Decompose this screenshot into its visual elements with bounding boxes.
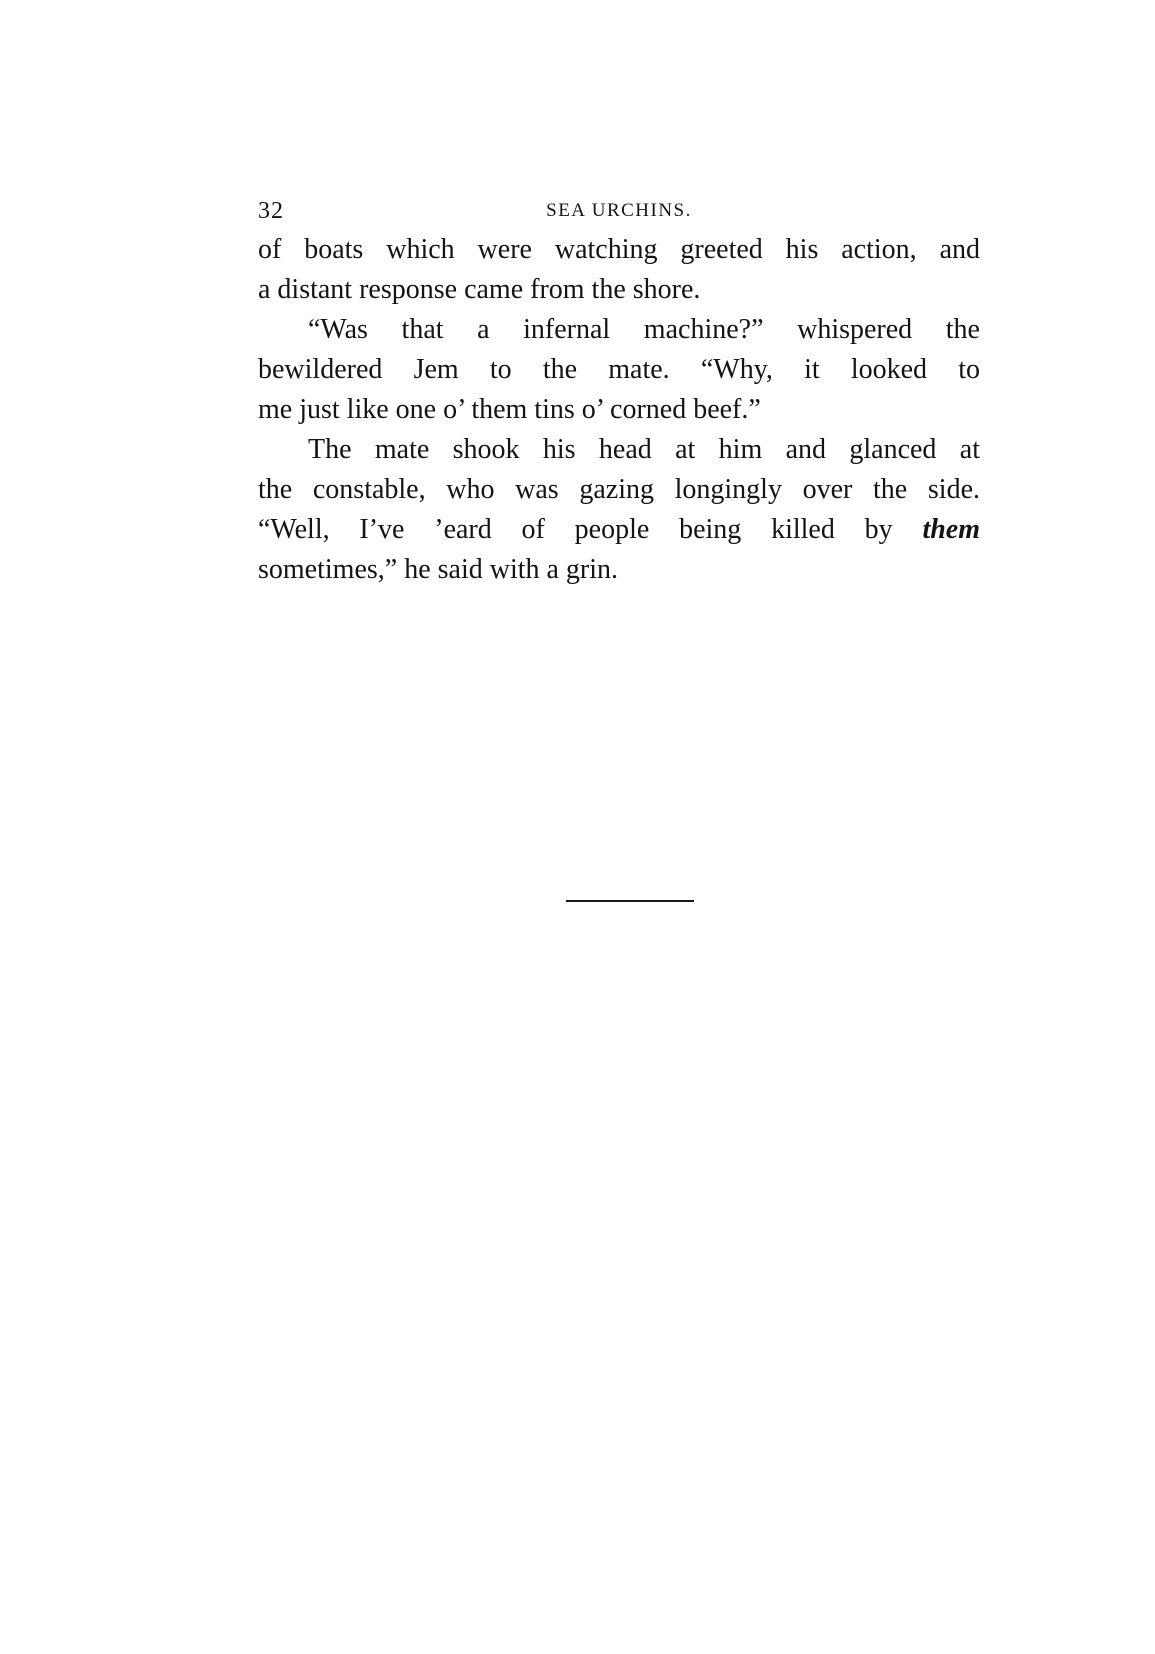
- text-line: bewildered Jem to the mate. “Why, it looked to: [258, 354, 980, 385]
- text-line: a distant response came from the shore.: [258, 274, 701, 305]
- text-line: the constable, who was gazing longingly over the side.: [258, 474, 980, 505]
- page-number: 32: [258, 198, 284, 224]
- text-line: The mate shook his head at him and glanced at: [308, 434, 980, 465]
- text-line: me just like one o’ them tins o’ corned beef.”: [258, 394, 761, 425]
- text-segment: “Well, I’ve ’eard of people being killed by: [258, 514, 893, 545]
- running-head: [258, 196, 980, 226]
- running-title: SEA URCHINS.: [546, 200, 692, 221]
- text-line: sometimes,” he said with a grin.: [258, 554, 619, 585]
- text-line-with-emphasis: [258, 510, 980, 550]
- text-line: “Was that a infernal machine?” whispered the: [308, 314, 980, 345]
- text-line: of boats which were watching greeted his action, and: [258, 234, 980, 265]
- emphasis-word: them: [922, 514, 980, 545]
- section-end-rule: [566, 900, 694, 902]
- body-text: [258, 230, 980, 590]
